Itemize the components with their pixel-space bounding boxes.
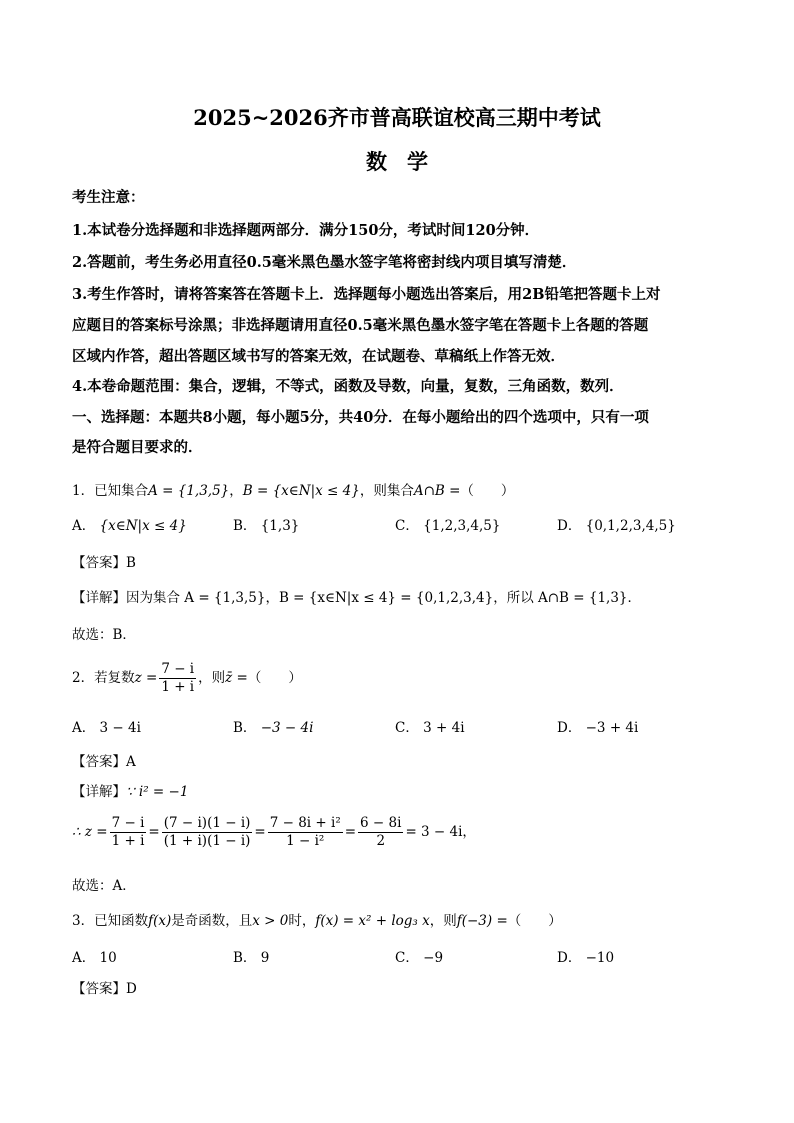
q1-prefix: 1．已知集合 <box>72 483 149 499</box>
q2-option-d: D． −3 + 4i <box>557 720 639 736</box>
q1-conclusion: 故选：B． <box>72 627 136 643</box>
notice-item-3-cont2: 区域内作答，超出答题区域书写的答案无效，在试题卷、草稿纸上作答无效． <box>72 348 565 365</box>
notice-item-3: 3.考生作答时，请将答案答在答题卡上．选择题每小题选出答案后，用2B铅笔把答题卡上对 <box>72 286 661 303</box>
exam-title: 2025~2026齐市普高联谊校高三期中考试 <box>193 105 601 130</box>
notice-item-1: 1.本试卷分选择题和非选择题两部分．满分150分，考试时间120分钟． <box>72 222 540 239</box>
notice-heading: 考生注意： <box>72 189 145 206</box>
question-3: 3．已知函数f(x)是奇函数，且x > 0时，f(x) = x² + log₃ x，则f(−3) =（ ） <box>72 913 562 929</box>
q1-detail: 【详解】因为集合 A = {1,3,5}，B = {x∈N|x ≤ 4} = {0,1,2,3,4}，所以 A∩B = {1,3}． <box>72 590 642 606</box>
notice-item-3-cont: 应题目的答案标号涂黑；非选择题请用直径0.5毫米黑色墨水签字笔在答题卡上各题的答题 <box>72 317 649 334</box>
q2-conclusion: 故选：A． <box>72 878 136 894</box>
q1-answer: 【答案】B <box>72 555 136 571</box>
question-1: 1．已知集合A = {1,3,5}，B = {x∈N|x ≤ 4}，则集合A∩B =（ ） <box>72 483 515 499</box>
notice-item-4: 4.本卷命题范围：集合，逻辑，不等式，函数及导数，向量，复数，三角函数，数列． <box>72 378 624 395</box>
q2-answer: 【答案】A <box>72 754 136 770</box>
q1-option-c: C． {1,2,3,4,5} <box>395 518 501 534</box>
section-heading-cont: 是符合题目要求的． <box>72 439 203 456</box>
notice-item-2: 2.答题前，考生务必用直径0.5毫米黑色墨水签字笔将密封线内项目填写清楚． <box>72 254 577 271</box>
section-heading: 一、选择题：本题共8小题，每小题5分，共40分．在每小题给出的四个选项中，只有一项 <box>72 409 649 426</box>
q2-derivation: ∴ z = $\frac{7 - i}{1 + i}$ = $\frac{(7 - i)(1 - i)}{(1 + i)(1 - i)}$ = $\frac{\text{7 − 8i + i²}}{\text{1 − i²}}$ = $\frac{6 - 8i}{2}$ = 3 − 4i， <box>72 815 476 849</box>
q2-option-a: A． 3 − 4i <box>72 720 141 736</box>
q3-answer: 【答案】D <box>72 981 137 997</box>
subject-title: 数学 <box>366 149 448 174</box>
q1-set-b: B = {x∈N|x ≤ 4} <box>242 483 360 499</box>
q1-option-b: B． {1,3} <box>233 518 300 534</box>
q2-option-c: C． 3 + 4i <box>395 720 465 736</box>
q3-option-d: D． −10 <box>557 950 615 966</box>
q2-option-b: B． −3 − 4i <box>233 720 314 736</box>
q3-option-c: C． −9 <box>395 950 444 966</box>
q2-detail: 【详解】∵ i² = −1 <box>72 784 189 800</box>
q3-option-a: A． 10 <box>72 950 117 966</box>
q1-mid: ，则集合 <box>359 483 414 499</box>
q1-set-a: A = {1,3,5} <box>148 483 230 499</box>
q1-option-a: A． {x∈N|x ≤ 4} <box>72 518 187 534</box>
q1-paren: （ ） <box>460 483 515 499</box>
q1-option-d: D． {0,1,2,3,4,5} <box>557 518 676 534</box>
q1-expr: A∩B = <box>413 483 461 499</box>
q2-fraction: $\frac{7 - i}{1 + i}$ <box>161 661 195 695</box>
question-2: 2．若复数z = $\frac{7 - i}{1 + i}$ ，则z̄ =（ ） <box>72 661 302 695</box>
q3-option-b: B． 9 <box>233 950 270 966</box>
